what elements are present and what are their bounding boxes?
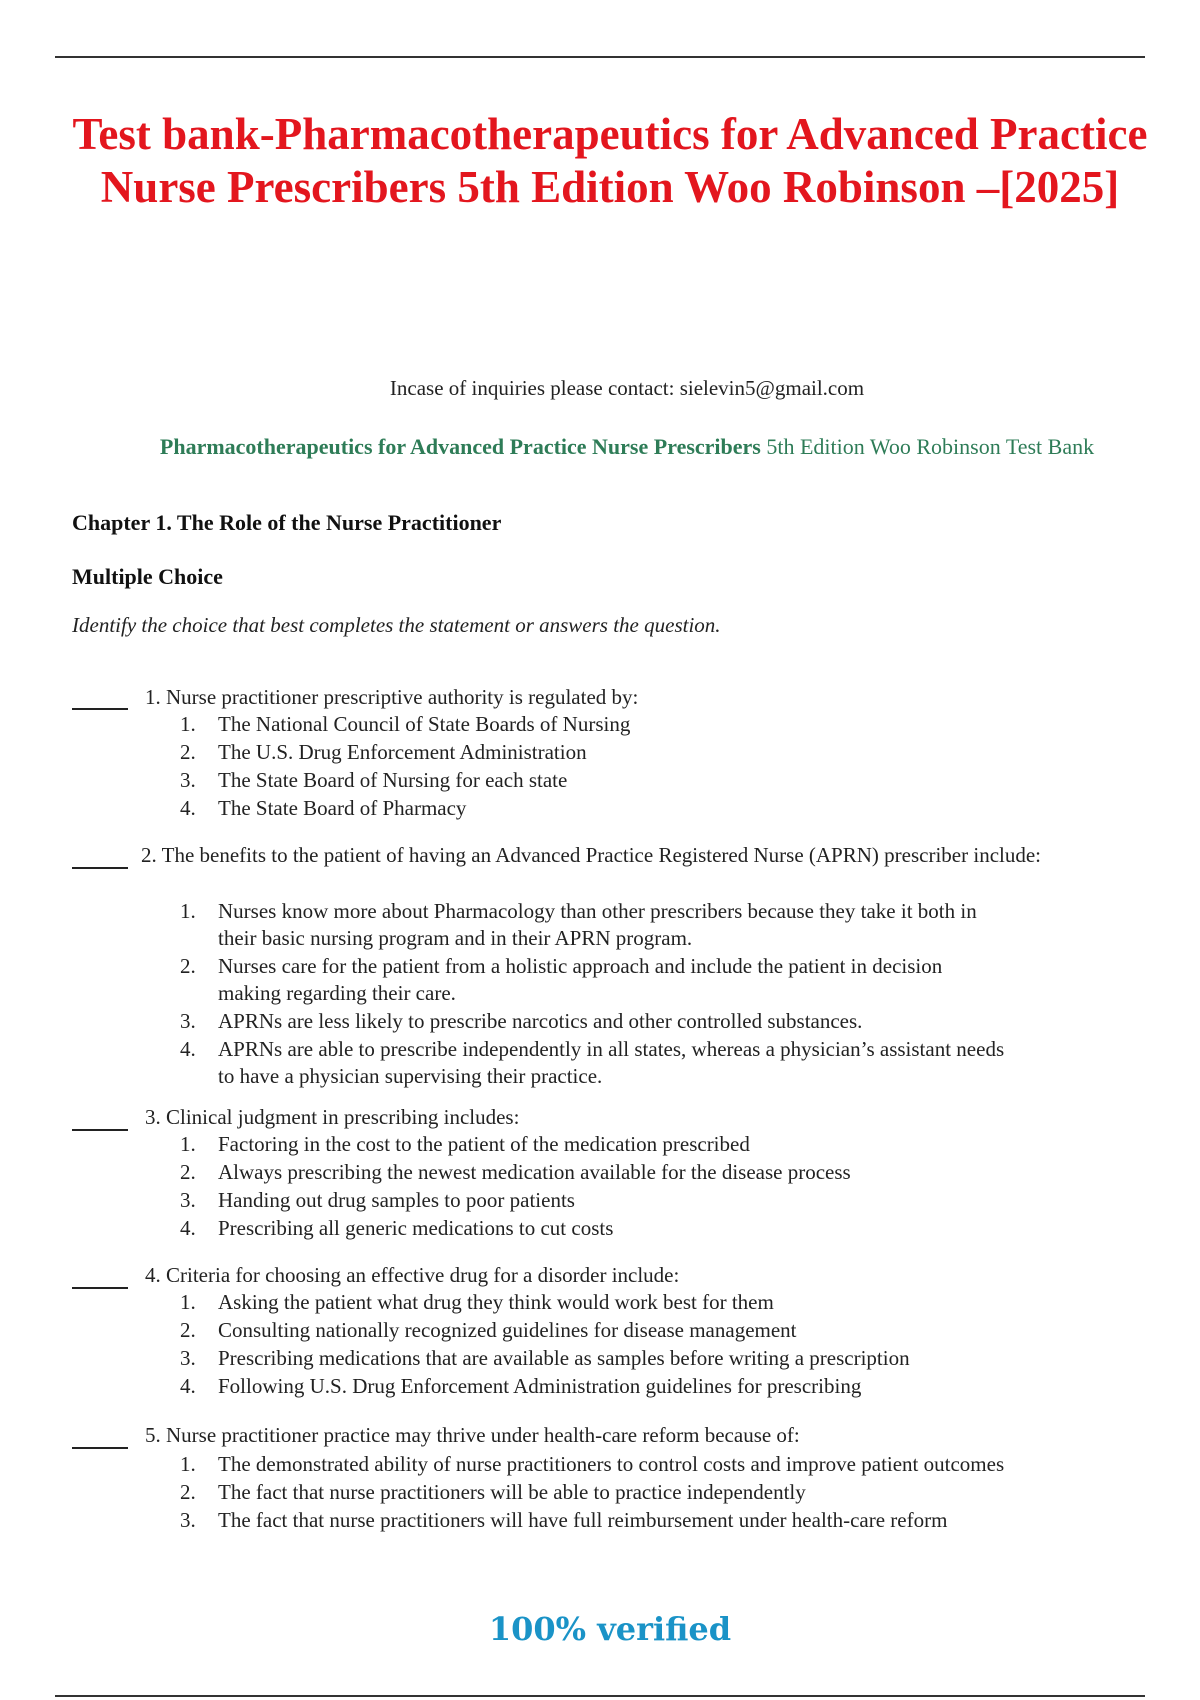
option: 4. The State Board of Pharmacy — [180, 796, 467, 820]
option-list — [180, 1289, 1080, 1401]
question-stem: 5. Nurse practitioner practice may thrive under health-care reform because of: — [145, 1423, 800, 1447]
answer-blank[interactable] — [72, 1287, 128, 1289]
answer-blank[interactable] — [72, 708, 128, 710]
option: 4. APRNs are able to prescribe independently in all states, whereas a physician’s assistant needs to have a physician supervising their practice. — [180, 1037, 1005, 1088]
option: 1. Asking the patient what drug they think would work best for them — [180, 1290, 774, 1314]
option: 2. Consulting nationally recognized guidelines for disease management — [180, 1318, 797, 1342]
contact-line: Incase of inquiries please contact: sielevin5@gmail.com — [389, 376, 865, 400]
option: 3. Handing out drug samples to poor patients — [180, 1188, 575, 1212]
option: 2. Nurses care for the patient from a holistic approach and include the patient in decision making regarding their care. — [180, 954, 943, 1005]
option: 1. The demonstrated ability of nurse practitioners to control costs and improve patient outcomes — [180, 1452, 1005, 1476]
option-list — [180, 1451, 1080, 1535]
answer-blank[interactable] — [72, 1129, 128, 1131]
option-list — [180, 711, 1080, 823]
subtitle-line — [0, 434, 1200, 460]
chapter-heading: Chapter 1. The Role of the Nurse Practitioner — [72, 510, 502, 535]
bottom-rule — [55, 1695, 1145, 1697]
subtitle-rest: 5th Edition Woo Robinson Test Bank — [760, 434, 1095, 459]
option: 2. The fact that nurse practitioners will be able to practice independently — [180, 1480, 806, 1504]
question-stem: 4. Criteria for choosing an effective drug for a disorder include: — [145, 1263, 680, 1287]
option: 3. The State Board of Nursing for each state — [180, 768, 568, 792]
option: 3. Prescribing medications that are available as samples before writing a prescription — [180, 1346, 910, 1370]
option-list — [180, 1131, 1080, 1243]
document-title: Test bank-Pharmacotherapeutics for Advanced Practice Nurse Prescribers 5th Edition Woo Robinson –[2025] — [72, 109, 1148, 212]
option: 4. Following U.S. Drug Enforcement Administration guidelines for prescribing — [180, 1374, 862, 1398]
option: 1. Nurses know more about Pharmacology than other prescribers because they take it both in their basic nursing program and in their APRN program. — [180, 899, 977, 950]
option: 4. Prescribing all generic medications to cut costs — [180, 1216, 614, 1240]
answer-blank[interactable] — [72, 1447, 128, 1449]
option: 2. The U.S. Drug Enforcement Administration — [180, 740, 587, 764]
verified-badge: 100% verified — [488, 1610, 732, 1648]
answer-blank[interactable] — [72, 867, 128, 869]
instructions: Identify the choice that best completes the statement or answers the question. — [72, 613, 721, 637]
option: 3. The fact that nurse practitioners will have full reimbursement under health-care reform — [180, 1508, 948, 1532]
question-stem: 3. Clinical judgment in prescribing includes: — [145, 1105, 520, 1129]
top-rule — [55, 56, 1145, 58]
option: 2. Always prescribing the newest medication available for the disease process — [180, 1160, 851, 1184]
question-stem: 1. Nurse practitioner prescriptive authority is regulated by: — [145, 685, 639, 709]
subtitle-bold: Pharmacotherapeutics for Advanced Practice Nurse Prescribers — [159, 434, 761, 459]
option-list — [180, 898, 1080, 1091]
option: 3. APRNs are less likely to prescribe narcotics and other controlled substances. — [180, 1009, 863, 1033]
option: 1. The National Council of State Boards of Nursing — [180, 712, 631, 736]
section-heading: Multiple Choice — [72, 564, 223, 589]
option: 1. Factoring in the cost to the patient of the medication prescribed — [180, 1132, 750, 1156]
question-stem: 2. The benefits to the patient of having an Advanced Practice Registered Nurse (APRN) prescriber include: — [141, 843, 1041, 867]
